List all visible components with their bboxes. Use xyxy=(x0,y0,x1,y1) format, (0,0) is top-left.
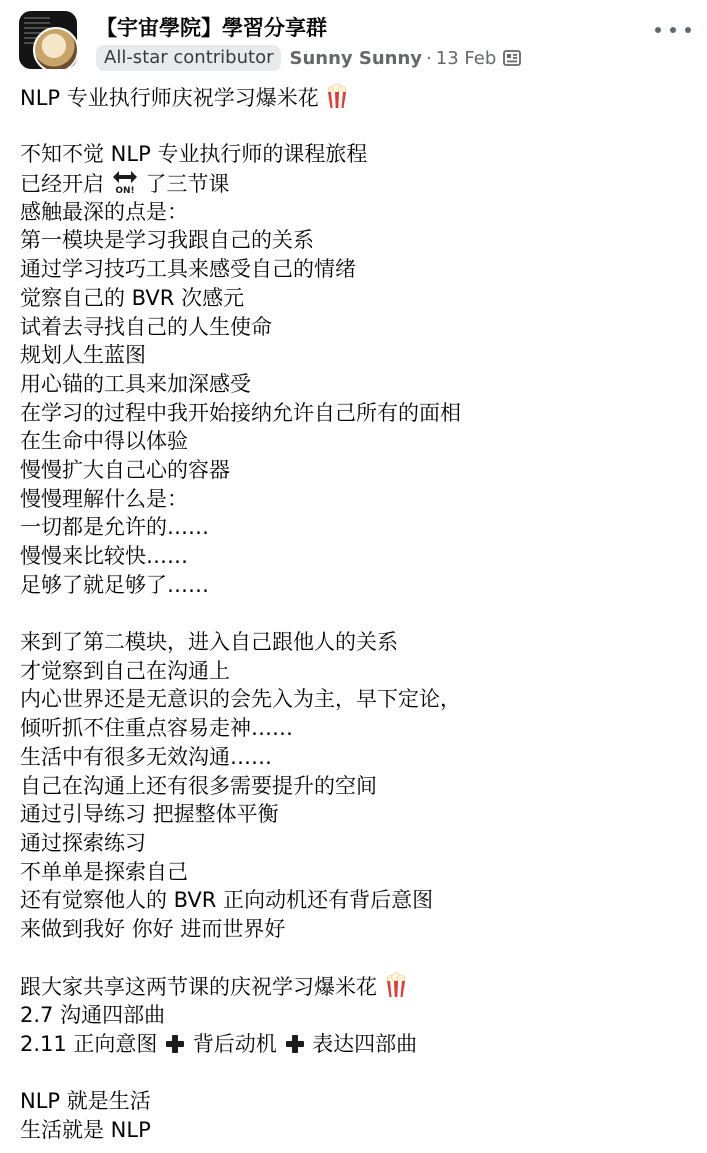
post-line: 用心锚的工具来加深感受 xyxy=(20,371,251,396)
post-title: NLP 专业执行师庆祝学习爆米花 xyxy=(20,86,319,110)
post-line: NLP 就是生活 xyxy=(20,1089,151,1114)
post-line-part: 表达四部曲 xyxy=(312,1031,418,1056)
popcorn-icon xyxy=(384,972,408,998)
meta-separator: · xyxy=(426,47,432,69)
plus-icon xyxy=(164,1033,186,1055)
post-line: 来做到我好 你好 进而世界好 xyxy=(20,916,286,941)
post-line: 慢慢来比较快…… xyxy=(20,544,188,568)
post-line: 生活就是 NLP xyxy=(20,1117,151,1142)
post-line: 不单单是探索自己 xyxy=(20,859,188,884)
group-name[interactable]: 【宇宙學院】學習分享群 xyxy=(96,16,327,40)
more-options-icon[interactable] xyxy=(655,20,691,40)
post-line: 才觉察到自己在沟通上 xyxy=(20,658,230,683)
post-line-part: 跟大家共享这两节课的庆祝学习爆米花 xyxy=(20,975,377,1000)
post-line: 觉察自己的 BVR 次感元 xyxy=(20,285,245,310)
group-avatar[interactable] xyxy=(19,11,77,69)
post-line-lesson xyxy=(20,1030,700,1059)
post-line: 倾听抓不住重点容易走神…… xyxy=(20,716,293,741)
post-line: 2.7 沟通四部曲 xyxy=(20,1003,166,1027)
on-arrow-icon xyxy=(111,169,139,195)
post-line: 第一模块是学习我跟自己的关系 xyxy=(20,228,314,253)
group-audience-icon xyxy=(502,48,522,68)
post-line: 来到了第二模块，进入自己跟他人的关系 xyxy=(20,630,398,655)
post-line-part: 已经开启 xyxy=(20,172,104,197)
plus-icon xyxy=(284,1033,306,1055)
post-meta xyxy=(96,44,522,72)
post-line-on xyxy=(20,169,700,198)
post-body xyxy=(20,83,700,1144)
post-line: 生活中有很多无效沟通…… xyxy=(20,744,272,769)
post-line: 规划人生蓝图 xyxy=(20,343,146,368)
post-line: 一切都是允许的…… xyxy=(20,515,209,540)
author-name[interactable]: Sunny Sunny xyxy=(289,47,423,69)
post-header xyxy=(0,0,707,80)
post-line: 慢慢扩大自己心的容器 xyxy=(20,457,230,482)
on-emoji-label: ON! xyxy=(115,186,135,196)
post-line: 慢慢理解什么是： xyxy=(20,486,188,511)
post-line-part: 背后动机 xyxy=(192,1031,277,1056)
post-line: 在学习的过程中我开始接纳允许自己所有的面相 xyxy=(20,400,461,425)
post-line-part: 2.11 正向意图 xyxy=(20,1031,158,1056)
post-line-share xyxy=(20,972,700,1001)
post-line-part: 了三节课 xyxy=(145,172,230,197)
post-date[interactable]: 13 Feb xyxy=(435,47,497,69)
post-line: 感触最深的点是： xyxy=(20,199,188,224)
post-line: 自己在沟通上还有很多需要提升的空间 xyxy=(20,773,377,798)
author-avatar[interactable] xyxy=(33,27,77,69)
post-line: 还有觉察他人的 BVR 正向动机还有背后意图 xyxy=(20,888,434,913)
post-line: 在生命中得以体验 xyxy=(20,429,188,454)
post-line: 通过引导练习 把握整体平衡 xyxy=(20,802,279,827)
post-line: 试着去寻找自己的人生使命 xyxy=(20,314,272,339)
post-line: 通过学习技巧工具来感受自己的情绪 xyxy=(20,257,356,282)
post-line: 不知不觉 NLP 专业执行师的课程旅程 xyxy=(20,142,368,167)
post-line: 通过探索练习 xyxy=(20,830,146,855)
post-line: 内心世界还是无意识的会先入为主，早下定论， xyxy=(20,687,461,712)
post-line: 足够了就足够了…… xyxy=(20,572,209,597)
popcorn-icon xyxy=(325,83,349,109)
contributor-badge[interactable]: All-star contributor xyxy=(96,45,281,71)
post-title-line xyxy=(20,83,700,112)
